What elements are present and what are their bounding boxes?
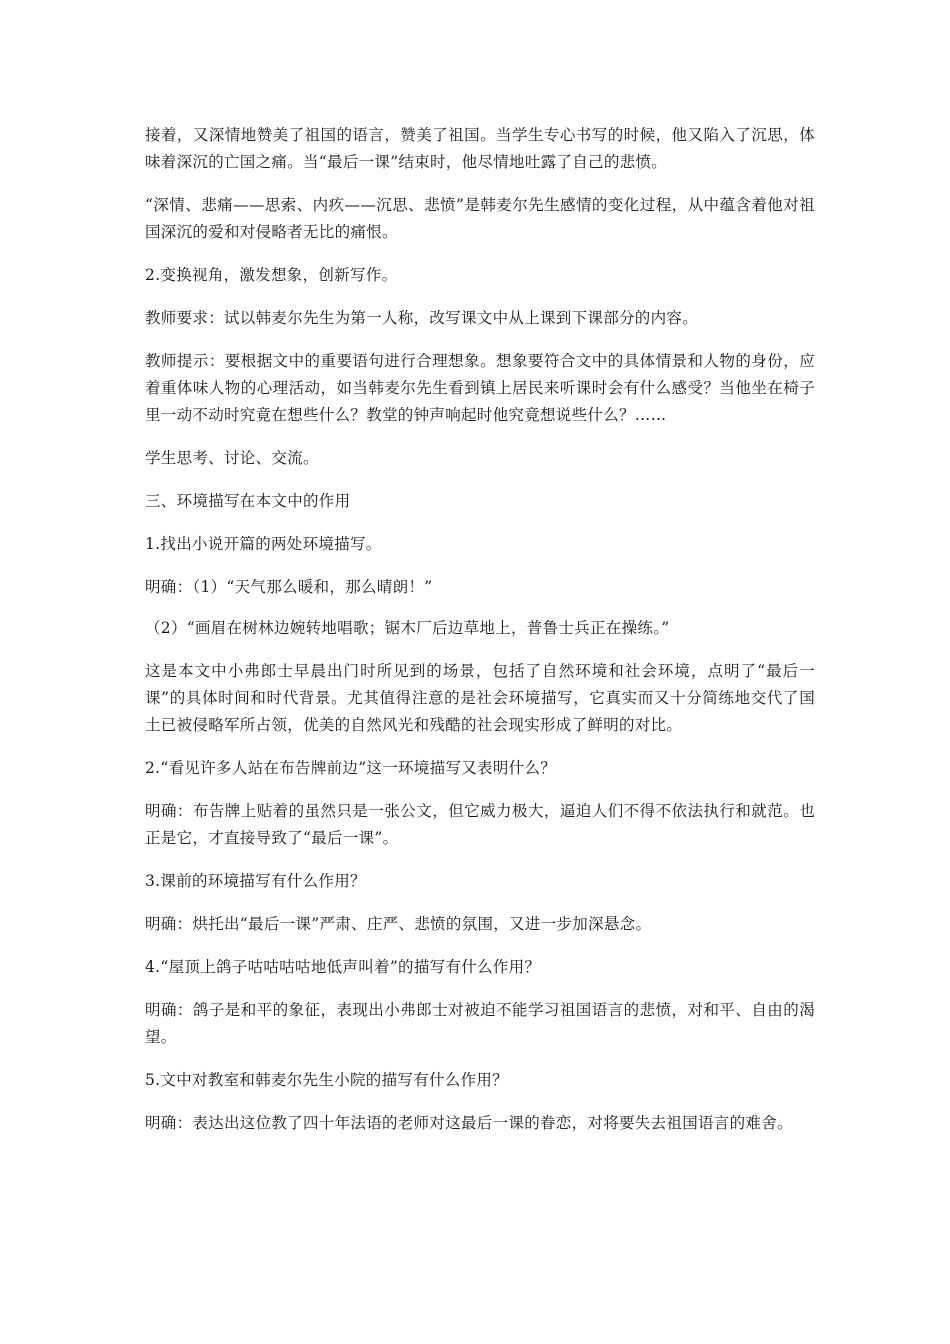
question-5: 5.文中对教室和韩麦尔先生小院的描写有什么作用？ bbox=[145, 1071, 508, 1089]
paragraph-hanmaier-emotion-summary: 接着，又深情地赞美了祖国的语言，赞美了祖国。当学生专心书写的时候，他又陷入了沉思，体味着深沉的亡国之痛。当“最后一课”结束时，他尽情地吐露了自己的悲愤。 bbox=[145, 126, 815, 171]
paragraph-teacher-requirement: 教师要求：试以韩麦尔先生为第一人称，改写课文中从上课到下课部分的内容。 bbox=[145, 309, 699, 327]
answer-4: 明确：鸽子是和平的象征，表现出小弗郎士对被迫不能学习祖国语言的悲愤，对和平、自由的渴望。 bbox=[145, 1001, 815, 1046]
answer-3: 明确：烘托出“最后一课”严肃、庄严、悲愤的氛围，又进一步加深悬念。 bbox=[145, 915, 652, 933]
question-1: 1.找出小说开篇的两处环境描写。 bbox=[145, 535, 382, 553]
paragraph-teacher-hint: 教师提示：要根据文中的重要语句进行合理想象。想象要符合文中的具体情景和人物的身份，应着重体味人物的心理活动，如当韩麦尔先生看到镇上居民来听课时会有什么感受？当他坐在椅子里一动不动时究竟在想些什么？教堂的钟声响起时他究竟想说些什么？…… bbox=[145, 352, 815, 424]
answer-1-part-1: 明确：（1）“天气那么暖和，那么晴朗！” bbox=[145, 578, 433, 596]
section-heading-environment: 三、环境描写在本文中的作用 bbox=[145, 492, 351, 510]
answer-5: 明确：表达出这位教了四十年法语的老师对这最后一课的眷恋，对将要失去祖国语言的难舍。 bbox=[145, 1114, 793, 1132]
heading-creative-writing: 2.变换视角，激发想象，创新写作。 bbox=[145, 266, 398, 284]
document-body bbox=[145, 122, 815, 1153]
paragraph-scene-analysis: 这是本文中小弗郎士早晨出门时所见到的场景，包括了自然环境和社会环境，点明了“最后一课”的具体时间和时代背景。尤其值得注意的是社会环境描写，它真实而又十分简练地交代了国土已被侵略军所占领，优美的自然风光和残酷的社会现实形成了鲜明的对比。 bbox=[145, 662, 815, 734]
paragraph-student-activity: 学生思考、讨论、交流。 bbox=[145, 449, 319, 467]
question-4: 4.“屋顶上鸽子咕咕咕咕地低声叫着”的描写有什么作用？ bbox=[145, 958, 541, 976]
answer-2: 明确：布告牌上贴着的虽然只是一张公文，但它威力极大，逼迫人们不得不依法执行和就范。也正是它，才直接导致了“最后一课”。 bbox=[145, 802, 815, 847]
question-2: 2.“看见许多人站在布告牌前边”这一环境描写又表明什么？ bbox=[145, 759, 557, 777]
answer-1-part-2: （2）“画眉在树林边婉转地唱歌；锯木厂后边草地上，普鲁士兵正在操练。” bbox=[145, 619, 670, 637]
question-3: 3.课前的环境描写有什么作用？ bbox=[145, 872, 366, 890]
paragraph-emotion-process: “深情、悲痛——思索、内疚——沉思、悲愤”是韩麦尔先生感情的变化过程，从中蕴含着他对祖国深沉的爱和对侵略者无比的痛恨。 bbox=[145, 196, 815, 241]
